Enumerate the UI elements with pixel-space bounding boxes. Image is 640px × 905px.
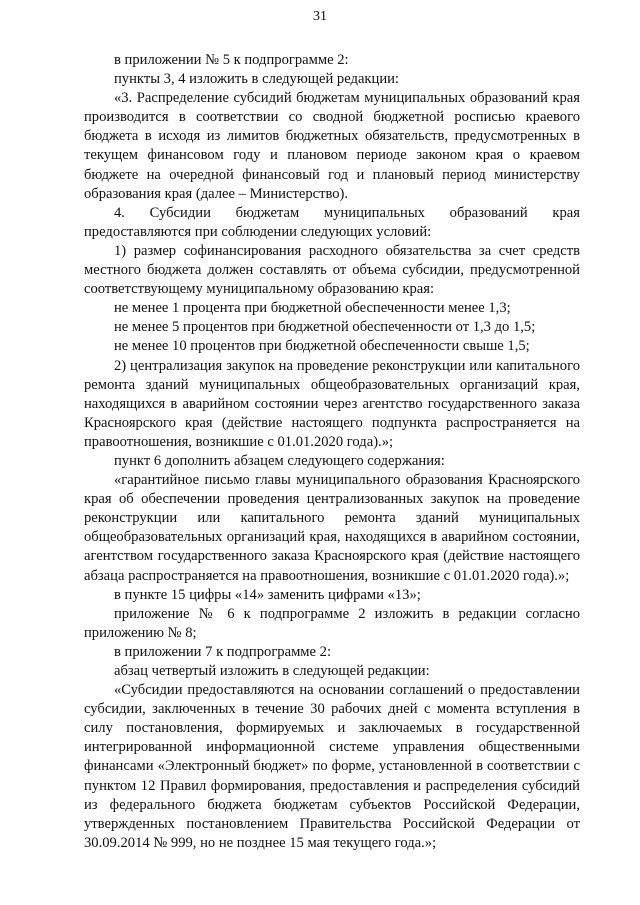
- paragraph-cofinancing-10-percent: не менее 10 процентов при бюджетной обеспеченности свыше 1,5;: [114, 338, 530, 355]
- paragraph-guarantee-letter: «гарантийное письмо главы муниципального образования Красноярского края об обеспечении проведения централизованных закупок на проведение реконструкции или капитального ремонта зданий муниципальных общеобразовательных организаций края, находящихся в аварийном состоянии, агентством государственного заказа Красноярского края (действие настоящего абзаца распространяется на правоотношения, возникшие с 01.01.2020 года).»;: [84, 472, 580, 584]
- paragraph-point-4: 4. Субсидии бюджетам муниципальных образований края предоставляются при соблюдении следующих условий:: [84, 204, 580, 240]
- paragraph-points-3-4-intro: пункты 3, 4 изложить в следующей редакции:: [114, 71, 399, 88]
- page-number: 31: [313, 9, 327, 24]
- paragraph-condition-2: 2) централизация закупок на проведение реконструкции или капитального ремонта зданий муниципальных общеобразовательных организаций края, находящихся в аварийном состоянии через агентство государственного заказа Красноярского края (действие настоящего подпункта распространяется на правоотношения, возникшие с 01.01.2020 года).»;: [84, 357, 580, 450]
- paragraph-subsidies-agreements: «Субсидии предоставляются на основании соглашений о предоставлении субсидии, заключенных в течение 30 рабочих дней с момента вступления в силу постановления, формируемых и заключаемых в государственной интегрированной информационной системе управления общественными финансами «Электронный бюджет» по форме, установленной в соответствии с пунктом 12 Правил формирования, предоставления и распределения субсидий из федерального бюджета бюджетам субъектов Российской Федерации, утвержденных постановлением Правительства Российской Федерации от 30.09.2014 № 999, но не позднее 15 мая текущего года.»;: [84, 682, 580, 851]
- paragraph-condition-1: 1) размер софинансирования расходного обязательства за счет средств местного бюджета должен составлять от объема субсидии, предусмотренной соответствующему муниципальному образованию края:: [84, 242, 580, 298]
- paragraph-point-15: в пункте 15 цифры «14» заменить цифрами «13»;: [114, 586, 421, 603]
- paragraph-appendix-7: в приложении 7 к подпрограмме 2:: [114, 643, 332, 660]
- paragraph-fourth-abzac-intro: абзац четвертый изложить в следующей редакции:: [114, 663, 430, 679]
- paragraph-point-3: «3. Распределение субсидий бюджетам муниципальных образований края производится в соответствии со сводной бюджетной росписью краевого бюджета в исходя из лимитов бюджетных обязательств, предусмотренных в текущем финансовом году и плановом периоде законом края о краевом бюджете на очередной финансовый год и плановый период министерству образования края (далее – Министерство).: [84, 90, 580, 202]
- paragraph-cofinancing-1-percent: не менее 1 процента при бюджетной обеспеченности менее 1,3;: [114, 300, 511, 317]
- paragraph-appendix-6: приложение № 6 к подпрограмме 2 изложить в редакции согласно приложению № 8;: [84, 605, 580, 641]
- paragraph-cofinancing-5-percent: не менее 5 процентов при бюджетной обеспеченности от 1,3 до 1,5;: [114, 319, 536, 336]
- document-body: [84, 51, 580, 853]
- paragraph-point-6-intro: пункт 6 дополнить абзацем следующего содержания:: [114, 452, 445, 469]
- paragraph-appendix-5: в приложении № 5 к подпрограмме 2:: [114, 52, 349, 68]
